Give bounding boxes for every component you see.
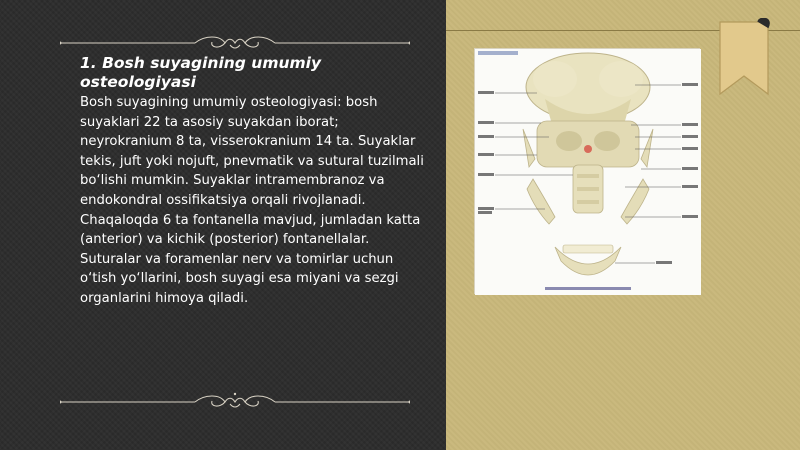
top-ornament-divider (60, 33, 410, 53)
skull-diagram-image (474, 48, 700, 294)
bookmark-ribbon-icon (718, 18, 770, 96)
slide-title: 1. Bosh suyagining umumiy osteologiyasi (80, 54, 322, 91)
slide-body-text: Bosh suyagining umumiy osteologiyasi: bosh suyaklari 22 ta asosiy suyakdan iborat; neyrokranium 8 ta, visserokranium 14 ta. Suyaklar tekis, juft yoki nojuft, pnevmatik va sutural tuzilmali bo‘lishi mumkin. Suyaklar intramembranoz va endokondral ossifikatsiya orqali rivojlanadi. Chaqaloqda 6 ta fontanella mavjud, jumladan katta (anterior) va kichik (posterior) fontanellalar. Suturalar va foramenlar nerv va tomirlar uchun o‘tish yo‘llarini, bosh suyagi esa miyani va sezgi organlarini himoya qiladi. (80, 95, 424, 306)
bottom-ornament-divider (60, 392, 410, 412)
